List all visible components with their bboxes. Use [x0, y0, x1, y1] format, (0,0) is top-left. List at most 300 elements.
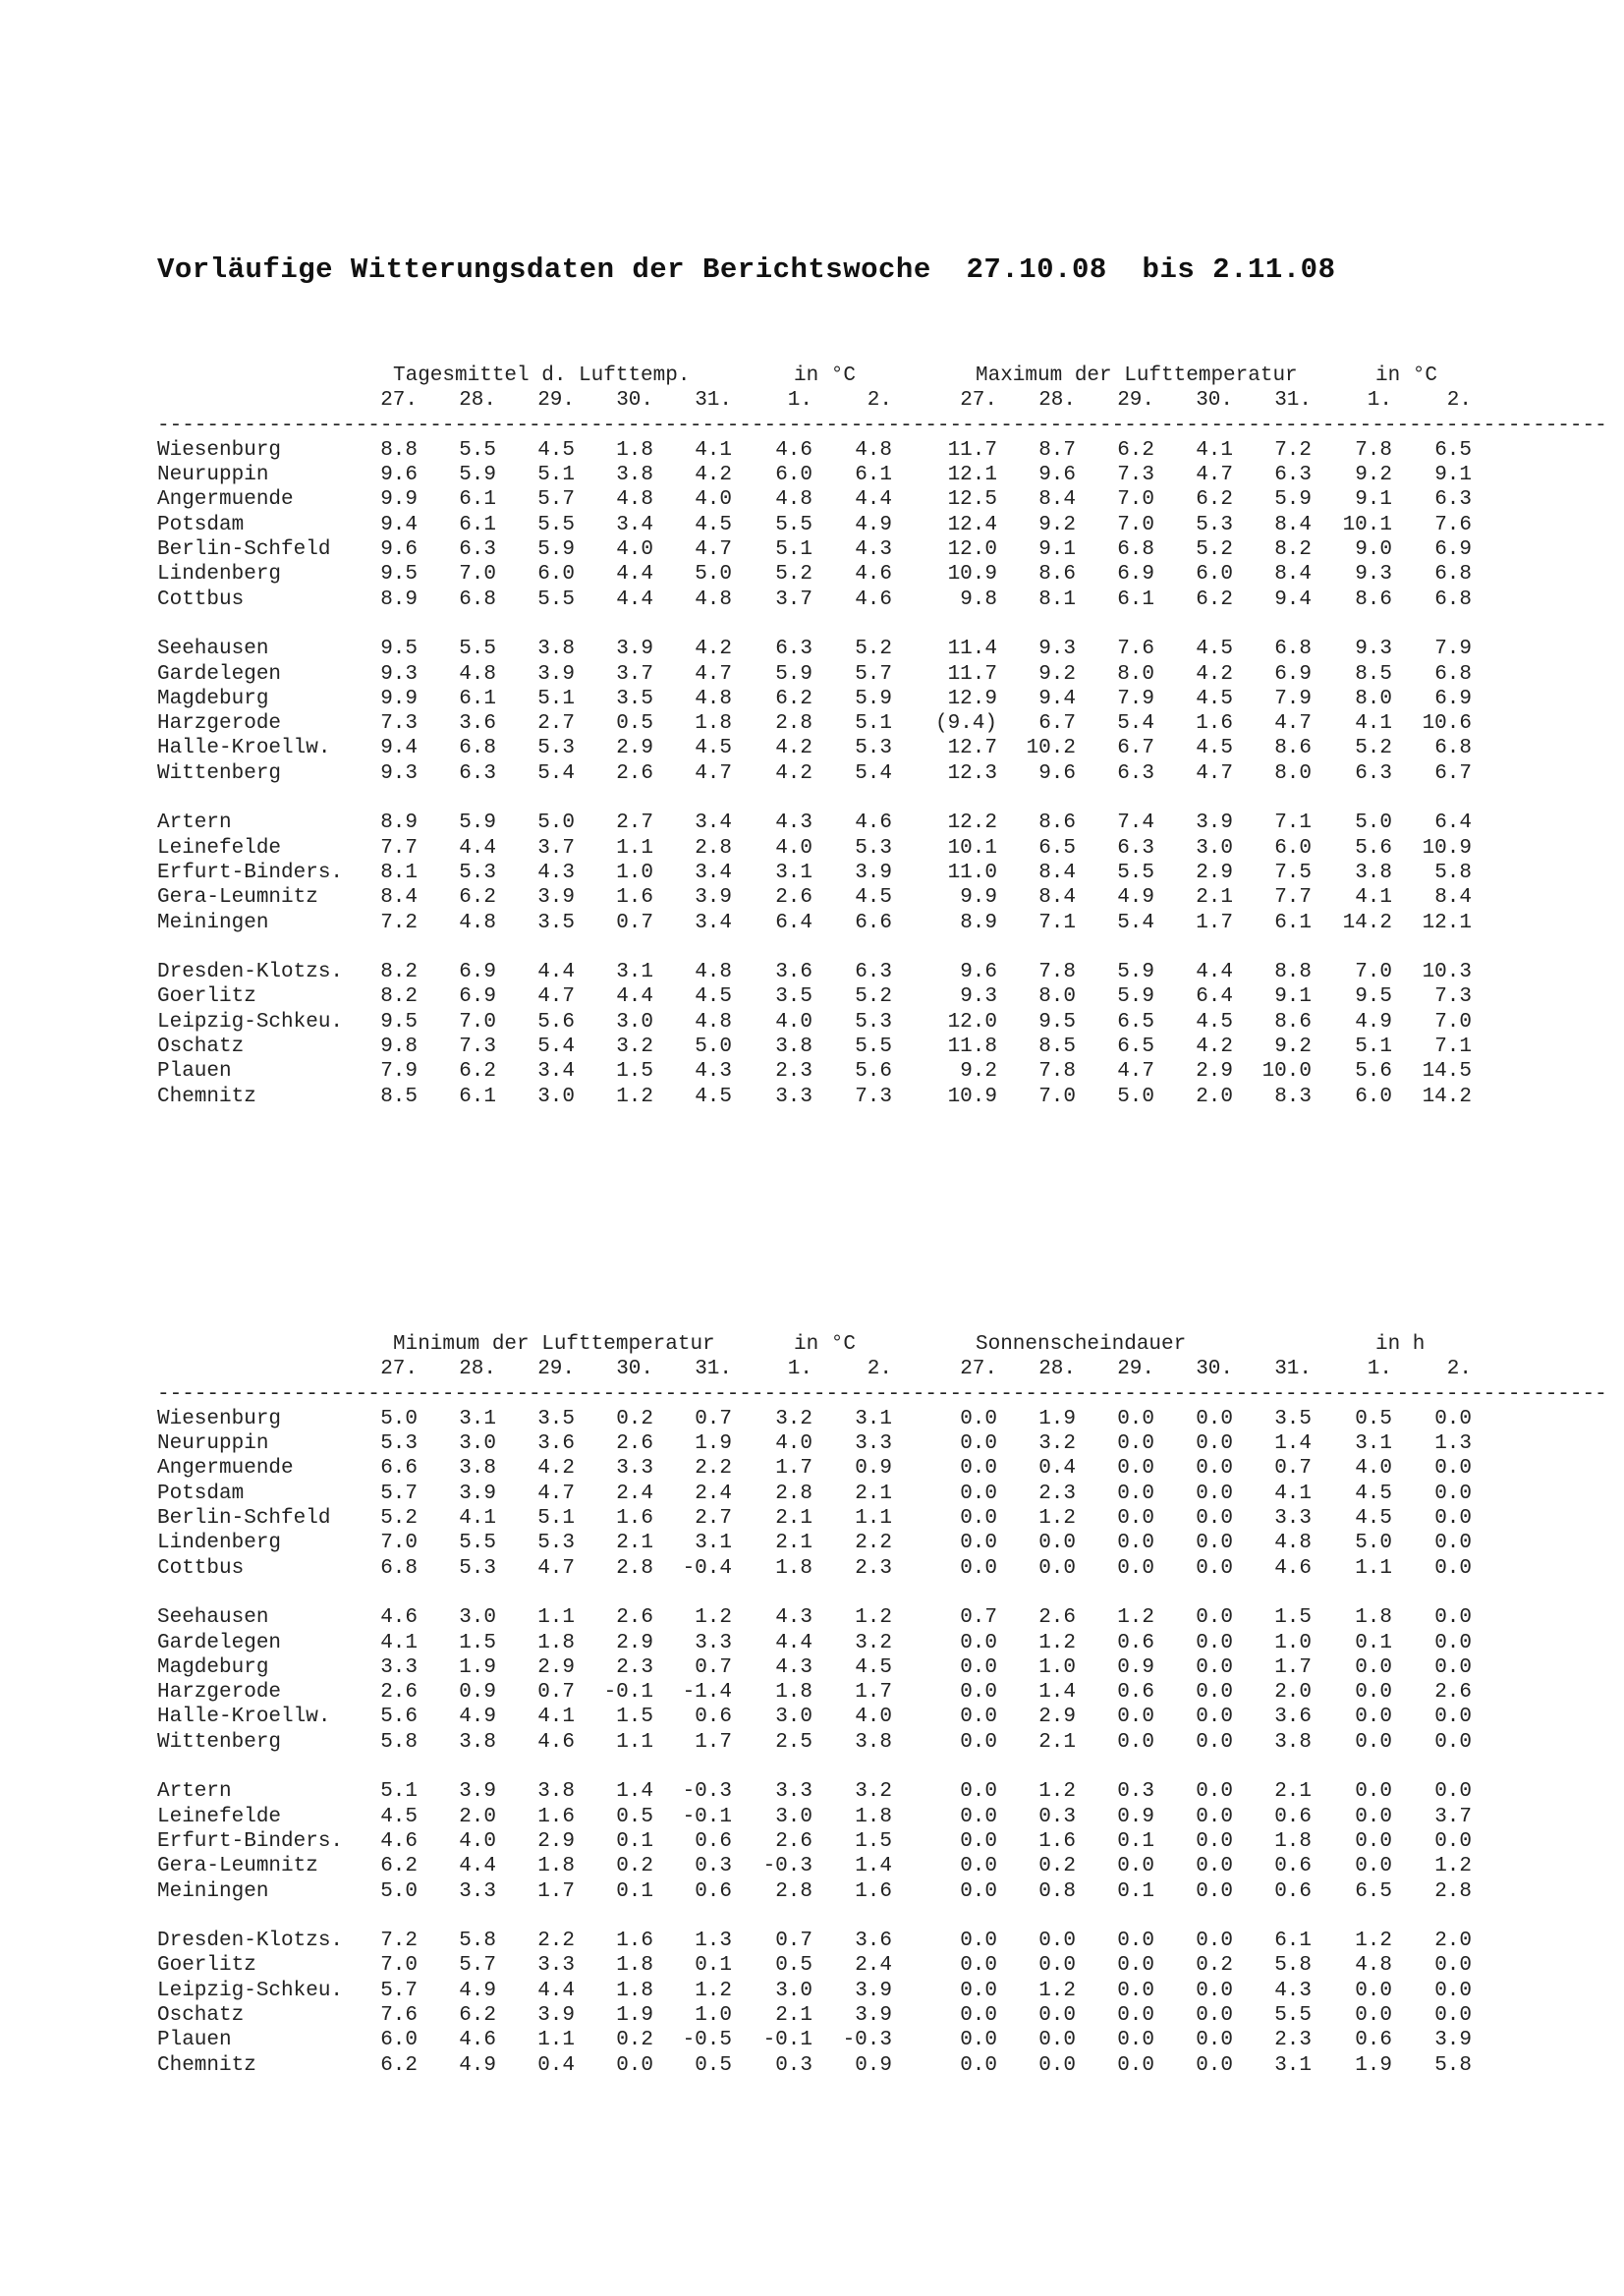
right-value-cell: 8.4 — [1274, 563, 1312, 587]
table-row — [0, 662, 1624, 687]
right-value-cell: 7.0 — [1117, 513, 1154, 536]
right-value-cell: 4.1 — [1355, 886, 1392, 910]
left-value-cell: 3.6 — [459, 712, 496, 736]
right-value-cell: 2.1 — [1038, 1730, 1076, 1754]
left-value-cell: 4.1 — [459, 1507, 496, 1531]
right-value-cell: 4.9 — [1355, 1010, 1392, 1034]
right-value-cell: 2.3 — [1038, 1482, 1076, 1505]
left-value-cell: 5.9 — [459, 464, 496, 487]
left-value-cell: 5.9 — [537, 538, 575, 562]
right-value-cell: 7.8 — [1355, 438, 1392, 462]
right-value-cell: 14.2 — [1422, 1085, 1472, 1108]
right-value-cell: 0.3 — [1117, 1780, 1154, 1804]
station-name: Lindenberg — [157, 563, 282, 587]
right-value-cell: 12.1 — [1422, 911, 1472, 934]
left-value-cell: 2.6 — [380, 1681, 418, 1705]
left-value-cell: 2.4 — [695, 1482, 732, 1505]
left-value-cell: 3.8 — [537, 1780, 575, 1804]
left-value-cell: 3.3 — [459, 1879, 496, 1903]
right-value-cell: 3.0 — [1196, 836, 1233, 860]
right-value-cell: 0.0 — [1196, 1979, 1233, 2002]
left-value-cell: 1.6 — [855, 1879, 892, 1903]
right-value-cell: 0.0 — [960, 2053, 997, 2077]
table-row — [0, 2053, 1624, 2078]
left-value-cell: 2.8 — [775, 1482, 812, 1505]
left-value-cell: -0.3 — [842, 2029, 892, 2052]
left-value-cell: 3.9 — [616, 638, 653, 661]
station-name: Chemnitz — [157, 1085, 256, 1108]
station-name: Neuruppin — [157, 464, 269, 487]
right-value-cell: 0.0 — [1355, 1805, 1392, 1828]
left-value-cell: 5.9 — [459, 812, 496, 835]
left-value-cell: 3.6 — [775, 961, 812, 984]
station-name: Halle-Kroellw. — [157, 737, 331, 760]
left-value-cell: 3.2 — [855, 1780, 892, 1804]
left-value-cell: 1.7 — [855, 1681, 892, 1705]
left-value-cell: 2.7 — [616, 812, 653, 835]
right-value-cell: 3.9 — [1196, 812, 1233, 835]
left-value-cell: 3.4 — [695, 861, 732, 884]
right-value-cell: 0.0 — [960, 1681, 997, 1705]
group-spacer — [0, 786, 1624, 811]
right-value-cell: 6.8 — [1117, 538, 1154, 562]
left-value-cell: 2.4 — [616, 1482, 653, 1505]
left-value-cell: 4.6 — [855, 588, 892, 611]
left-value-cell: 3.1 — [855, 1407, 892, 1430]
left-value-cell: 5.3 — [537, 737, 575, 760]
table-row — [0, 1929, 1624, 1953]
right-value-cell: 0.0 — [1434, 1631, 1472, 1654]
right-value-cell: 2.0 — [1434, 1930, 1472, 1953]
right-value-cell: 2.3 — [1274, 2029, 1312, 2052]
left-value-cell: 5.3 — [855, 737, 892, 760]
left-value-cell: 8.9 — [380, 812, 418, 835]
left-value-cell: 5.8 — [459, 1930, 496, 1953]
right-value-cell: 0.0 — [960, 1407, 997, 1430]
right-value-cell: 5.8 — [1434, 861, 1472, 884]
right-value-cell: 8.0 — [1355, 687, 1392, 710]
left-value-cell: 4.2 — [695, 638, 732, 661]
left-value-cell: 6.3 — [775, 638, 812, 661]
right-value-cell: 6.7 — [1117, 737, 1154, 760]
right-value-cell: 7.3 — [1117, 464, 1154, 487]
left-value-cell: 1.8 — [616, 438, 653, 462]
left-value-cell: 4.0 — [775, 1010, 812, 1034]
right-value-cell: 3.8 — [1355, 861, 1392, 884]
left-value-cell: 5.3 — [537, 1532, 575, 1555]
left-value-cell: 2.8 — [775, 712, 812, 736]
right-value-cell: 0.0 — [1355, 1780, 1392, 1804]
right-value-cell: 7.8 — [1038, 961, 1076, 984]
left-value-cell: 0.1 — [616, 1829, 653, 1853]
right-value-cell: 8.0 — [1038, 985, 1076, 1009]
left-value-cell: 5.4 — [537, 1036, 575, 1059]
left-value-cell: 8.8 — [380, 438, 418, 462]
left-value-cell: 4.1 — [380, 1631, 418, 1654]
right-value-cell: 2.9 — [1196, 861, 1233, 884]
left-value-cell: 1.8 — [855, 1805, 892, 1828]
right-value-cell: 11.8 — [947, 1036, 997, 1059]
left-value-cell: 2.2 — [695, 1457, 732, 1481]
left-value-cell: 6.6 — [380, 1457, 418, 1481]
left-value-cell: 6.0 — [537, 563, 575, 587]
right-value-cell: 0.0 — [1117, 1407, 1154, 1430]
section-temperature-min-sunshine — [0, 1332, 1624, 2078]
left-value-cell: 3.0 — [459, 1432, 496, 1456]
right-value-cell: 0.0 — [1434, 1606, 1472, 1630]
right-value-cell: 3.5 — [1274, 1407, 1312, 1430]
right-value-cell: 7.9 — [1117, 687, 1154, 710]
right-value-cell: 4.7 — [1196, 761, 1233, 785]
right-day-header: 2. — [1446, 389, 1472, 413]
right-value-cell: 0.0 — [960, 1507, 997, 1531]
right-value-cell: 6.1 — [1274, 911, 1312, 934]
left-value-cell: 0.1 — [695, 1954, 732, 1978]
right-value-cell: 12.9 — [947, 687, 997, 710]
right-value-cell: 7.5 — [1274, 861, 1312, 884]
right-value-cell: 0.0 — [1434, 1829, 1472, 1853]
left-value-cell: 3.4 — [695, 812, 732, 835]
right-value-cell: 6.2 — [1117, 438, 1154, 462]
table-row — [0, 513, 1624, 537]
right-value-cell: 0.9 — [1117, 1655, 1154, 1679]
right-day-header: 27. — [960, 389, 997, 413]
left-value-cell: 3.1 — [695, 1532, 732, 1555]
left-value-cell: 0.6 — [695, 1706, 732, 1729]
left-value-cell: 2.0 — [459, 1805, 496, 1828]
left-value-cell: 1.1 — [537, 1606, 575, 1630]
right-value-cell: 4.1 — [1355, 712, 1392, 736]
table-row — [0, 960, 1624, 984]
table-row — [0, 1979, 1624, 2003]
right-value-cell: 0.9 — [1117, 1805, 1154, 1828]
right-value-cell: 7.1 — [1038, 911, 1076, 934]
right-value-cell: 6.5 — [1434, 438, 1472, 462]
left-value-cell: 2.1 — [775, 2004, 812, 2028]
table-row — [0, 1879, 1624, 1904]
table-row — [0, 637, 1624, 661]
right-value-cell: 0.0 — [1117, 1979, 1154, 2002]
station-name: Cottbus — [157, 1556, 245, 1580]
right-value-cell: 4.5 — [1196, 1010, 1233, 1034]
left-value-cell: 3.1 — [616, 961, 653, 984]
right-value-cell: 8.6 — [1274, 737, 1312, 760]
table-row — [0, 736, 1624, 760]
right-value-cell: 8.5 — [1355, 662, 1392, 686]
left-value-cell: 5.9 — [775, 662, 812, 686]
right-value-cell: 2.0 — [1274, 1681, 1312, 1705]
station-name: Dresden-Klotzs. — [157, 961, 344, 984]
right-value-cell: 1.7 — [1196, 911, 1233, 934]
right-value-cell: 1.8 — [1355, 1606, 1392, 1630]
left-value-cell: -0.1 — [682, 1805, 732, 1828]
right-value-cell: 8.9 — [960, 911, 997, 934]
left-value-cell: 5.5 — [537, 588, 575, 611]
station-name: Meiningen — [157, 911, 269, 934]
station-name: Dresden-Klotzs. — [157, 1930, 344, 1953]
right-value-cell: 9.8 — [960, 588, 997, 611]
right-value-cell: 6.5 — [1038, 836, 1076, 860]
right-value-cell: 6.5 — [1355, 1879, 1392, 1903]
right-value-cell: 0.0 — [1434, 1556, 1472, 1580]
station-name: Potsdam — [157, 1482, 245, 1505]
left-value-cell: 6.9 — [459, 961, 496, 984]
right-value-cell: 2.6 — [1434, 1681, 1472, 1705]
left-value-cell: 6.0 — [775, 464, 812, 487]
right-value-cell: 0.0 — [1038, 2053, 1076, 2077]
left-value-cell: 4.8 — [775, 488, 812, 512]
right-value-cell: 9.3 — [1355, 638, 1392, 661]
station-name: Leinefelde — [157, 836, 282, 860]
right-day-header: 1. — [1367, 389, 1392, 413]
right-value-cell: 0.0 — [1434, 1532, 1472, 1555]
left-value-cell: 1.8 — [775, 1556, 812, 1580]
right-value-cell: 9.5 — [1038, 1010, 1076, 1034]
left-value-cell: 4.9 — [855, 513, 892, 536]
right-value-cell: 8.4 — [1038, 886, 1076, 910]
left-value-cell: 3.9 — [537, 886, 575, 910]
station-name: Oschatz — [157, 2004, 245, 2028]
left-value-cell: 5.3 — [855, 836, 892, 860]
left-value-cell: 5.1 — [537, 1507, 575, 1531]
right-value-cell: 10.9 — [947, 563, 997, 587]
left-value-cell: 3.0 — [459, 1606, 496, 1630]
right-value-cell: 0.0 — [1117, 1556, 1154, 1580]
table-row — [0, 861, 1624, 885]
left-value-cell: 6.1 — [459, 488, 496, 512]
left-value-cell: 4.0 — [459, 1829, 496, 1853]
left-value-cell: 5.7 — [380, 1482, 418, 1505]
left-value-cell: 7.7 — [380, 836, 418, 860]
right-value-cell: 1.2 — [1038, 1780, 1076, 1804]
right-value-cell: 0.0 — [1355, 1706, 1392, 1729]
right-value-cell: 7.1 — [1434, 1036, 1472, 1059]
right-value-cell: 12.3 — [947, 761, 997, 785]
table-row — [0, 1506, 1624, 1531]
left-rule: ------------------------------------------------------------------ — [157, 1382, 975, 1406]
right-value-cell: 1.1 — [1355, 1556, 1392, 1580]
left-value-cell: 5.5 — [459, 438, 496, 462]
right-value-cell: 4.2 — [1196, 1036, 1233, 1059]
right-value-cell: 0.0 — [1196, 1482, 1233, 1505]
left-day-header: 2. — [867, 389, 892, 413]
left-value-cell: 2.7 — [537, 712, 575, 736]
right-value-cell: 0.0 — [1117, 1507, 1154, 1531]
right-value-cell: 5.9 — [1274, 488, 1312, 512]
right-value-cell: 0.0 — [1355, 1681, 1392, 1705]
right-value-cell: 12.7 — [947, 737, 997, 760]
left-value-cell: 0.9 — [459, 1681, 496, 1705]
right-value-cell: 0.0 — [1196, 1507, 1233, 1531]
right-value-cell: 8.4 — [1038, 861, 1076, 884]
right-value-cell: 6.4 — [1434, 812, 1472, 835]
left-value-cell: 7.3 — [855, 1085, 892, 1108]
left-value-cell: 6.8 — [380, 1556, 418, 1580]
left-value-cell: 3.5 — [616, 687, 653, 710]
left-value-cell: 5.3 — [855, 1010, 892, 1034]
left-value-cell: 6.4 — [775, 911, 812, 934]
right-value-cell: 6.4 — [1196, 985, 1233, 1009]
table-row — [0, 984, 1624, 1009]
left-value-cell: 5.3 — [459, 1556, 496, 1580]
left-table-unit: in °C — [794, 1333, 857, 1356]
left-value-cell: 4.5 — [537, 438, 575, 462]
right-value-cell: 12.5 — [947, 488, 997, 512]
left-value-cell: 9.3 — [380, 761, 418, 785]
right-value-cell: 7.9 — [1434, 638, 1472, 661]
left-value-cell: 4.7 — [695, 761, 732, 785]
right-value-cell: 10.0 — [1261, 1060, 1312, 1084]
right-value-cell: 0.0 — [1196, 1556, 1233, 1580]
left-value-cell: 2.7 — [695, 1507, 732, 1531]
right-value-cell: 7.0 — [1434, 1010, 1472, 1034]
right-value-cell: 0.6 — [1274, 1879, 1312, 1903]
right-value-cell: 6.5 — [1117, 1010, 1154, 1034]
right-value-cell: 9.2 — [1038, 513, 1076, 536]
left-value-cell: 7.0 — [380, 1532, 418, 1555]
left-day-header: 30. — [616, 1358, 653, 1381]
table-row — [0, 687, 1624, 711]
right-value-cell: 1.9 — [1355, 2053, 1392, 2077]
right-value-cell: 0.0 — [1117, 1706, 1154, 1729]
right-value-cell: 7.1 — [1274, 812, 1312, 835]
left-value-cell: 4.3 — [695, 1060, 732, 1084]
right-value-cell: 5.3 — [1196, 513, 1233, 536]
station-name: Seehausen — [157, 1606, 269, 1630]
right-value-cell: 8.6 — [1274, 1010, 1312, 1034]
right-value-cell: 5.6 — [1355, 1060, 1392, 1084]
right-value-cell: 1.2 — [1434, 1855, 1472, 1878]
right-value-cell: 1.0 — [1274, 1631, 1312, 1654]
left-value-cell: 4.3 — [775, 1606, 812, 1630]
right-value-cell: 0.7 — [960, 1606, 997, 1630]
left-value-cell: 2.3 — [616, 1655, 653, 1679]
left-value-cell: 4.5 — [695, 1085, 732, 1108]
left-value-cell: 4.4 — [537, 961, 575, 984]
left-value-cell: 3.1 — [775, 861, 812, 884]
right-value-cell: 1.9 — [1038, 1407, 1076, 1430]
left-value-cell: 9.5 — [380, 1010, 418, 1034]
right-value-cell: 6.9 — [1117, 563, 1154, 587]
left-value-cell: 4.6 — [537, 1730, 575, 1754]
right-value-cell: 0.0 — [960, 1954, 997, 1978]
table-row — [0, 1085, 1624, 1109]
left-value-cell: 0.2 — [616, 2029, 653, 2052]
right-value-cell: 7.0 — [1355, 961, 1392, 984]
left-value-cell: 0.3 — [775, 2053, 812, 2077]
left-value-cell: 8.9 — [380, 588, 418, 611]
station-name: Magdeburg — [157, 1655, 269, 1679]
right-value-cell: 0.4 — [1038, 1457, 1076, 1481]
table-row — [0, 588, 1624, 612]
left-value-cell: -1.4 — [682, 1681, 732, 1705]
left-value-cell: 4.4 — [855, 488, 892, 512]
left-value-cell: 3.4 — [695, 911, 732, 934]
left-value-cell: 1.2 — [695, 1606, 732, 1630]
right-value-cell: 6.8 — [1434, 563, 1472, 587]
left-day-header: 31. — [695, 1358, 732, 1381]
right-value-cell: 0.3 — [1038, 1805, 1076, 1828]
right-value-cell: 0.0 — [1434, 1482, 1472, 1505]
left-value-cell: 9.5 — [380, 638, 418, 661]
left-value-cell: 5.4 — [855, 761, 892, 785]
left-value-cell: 5.1 — [380, 1780, 418, 1804]
right-value-cell: 4.1 — [1196, 438, 1233, 462]
right-value-cell: 3.8 — [1274, 1730, 1312, 1754]
right-value-cell: 0.0 — [1196, 1655, 1233, 1679]
right-value-cell: 3.6 — [1274, 1706, 1312, 1729]
right-value-cell: 8.1 — [1038, 588, 1076, 611]
station-name: Wittenberg — [157, 761, 282, 785]
left-value-cell: 5.7 — [855, 662, 892, 686]
left-value-cell: 4.3 — [775, 1655, 812, 1679]
left-table-title: Tagesmittel d. Lufttemp. — [393, 364, 691, 387]
left-value-cell: 3.3 — [695, 1631, 732, 1654]
right-value-cell: 9.5 — [1355, 985, 1392, 1009]
left-value-cell: 5.5 — [855, 1036, 892, 1059]
right-value-cell: 5.6 — [1355, 836, 1392, 860]
station-name: Potsdam — [157, 513, 245, 536]
left-value-cell: 5.6 — [855, 1060, 892, 1084]
right-value-cell: 0.0 — [1196, 2004, 1233, 2028]
right-value-cell: 0.5 — [1355, 1407, 1392, 1430]
left-value-cell: 5.7 — [380, 1979, 418, 2002]
right-value-cell: 12.0 — [947, 538, 997, 562]
table-row — [0, 1531, 1624, 1555]
left-value-cell: 5.0 — [695, 563, 732, 587]
station-name: Halle-Kroellw. — [157, 1706, 331, 1729]
left-value-cell: 4.7 — [695, 538, 732, 562]
right-value-cell: 3.9 — [1434, 2029, 1472, 2052]
left-value-cell: 4.7 — [695, 662, 732, 686]
table-row — [0, 836, 1624, 861]
left-value-cell: 4.0 — [855, 1706, 892, 1729]
left-value-cell: 5.9 — [855, 687, 892, 710]
right-value-cell: 8.4 — [1274, 513, 1312, 536]
station-name: Chemnitz — [157, 2053, 256, 2077]
right-value-cell: 7.3 — [1434, 985, 1472, 1009]
left-value-cell: 9.6 — [380, 538, 418, 562]
right-value-cell: 9.4 — [1038, 687, 1076, 710]
left-value-cell: 5.0 — [537, 812, 575, 835]
right-table-unit: in °C — [1375, 364, 1438, 387]
right-value-cell: 9.1 — [1355, 488, 1392, 512]
left-value-cell: 0.5 — [616, 1805, 653, 1828]
right-day-header: 1. — [1367, 1358, 1392, 1381]
right-value-cell: 0.0 — [1117, 2053, 1154, 2077]
left-value-cell: 4.5 — [695, 985, 732, 1009]
right-value-cell: 10.1 — [947, 836, 997, 860]
left-value-cell: 0.5 — [616, 712, 653, 736]
right-value-cell: 5.5 — [1274, 2004, 1312, 2028]
left-value-cell: -0.1 — [762, 2029, 812, 2052]
right-day-header: 27. — [960, 1358, 997, 1381]
left-value-cell: 6.3 — [459, 761, 496, 785]
left-value-cell: 1.8 — [537, 1855, 575, 1878]
right-value-cell: 1.6 — [1196, 712, 1233, 736]
station-name: Berlin-Schfeld — [157, 1507, 331, 1531]
left-value-cell: 7.9 — [380, 1060, 418, 1084]
left-value-cell: -0.4 — [682, 1556, 732, 1580]
right-value-cell: 0.0 — [1117, 2029, 1154, 2052]
table-row — [0, 1805, 1624, 1829]
header-rule — [0, 1382, 1624, 1407]
right-value-cell: 2.9 — [1196, 1060, 1233, 1084]
left-table-title: Minimum der Lufttemperatur — [393, 1333, 715, 1356]
right-value-cell: 4.4 — [1196, 961, 1233, 984]
left-value-cell: 3.6 — [855, 1930, 892, 1953]
table-row — [0, 2003, 1624, 2028]
